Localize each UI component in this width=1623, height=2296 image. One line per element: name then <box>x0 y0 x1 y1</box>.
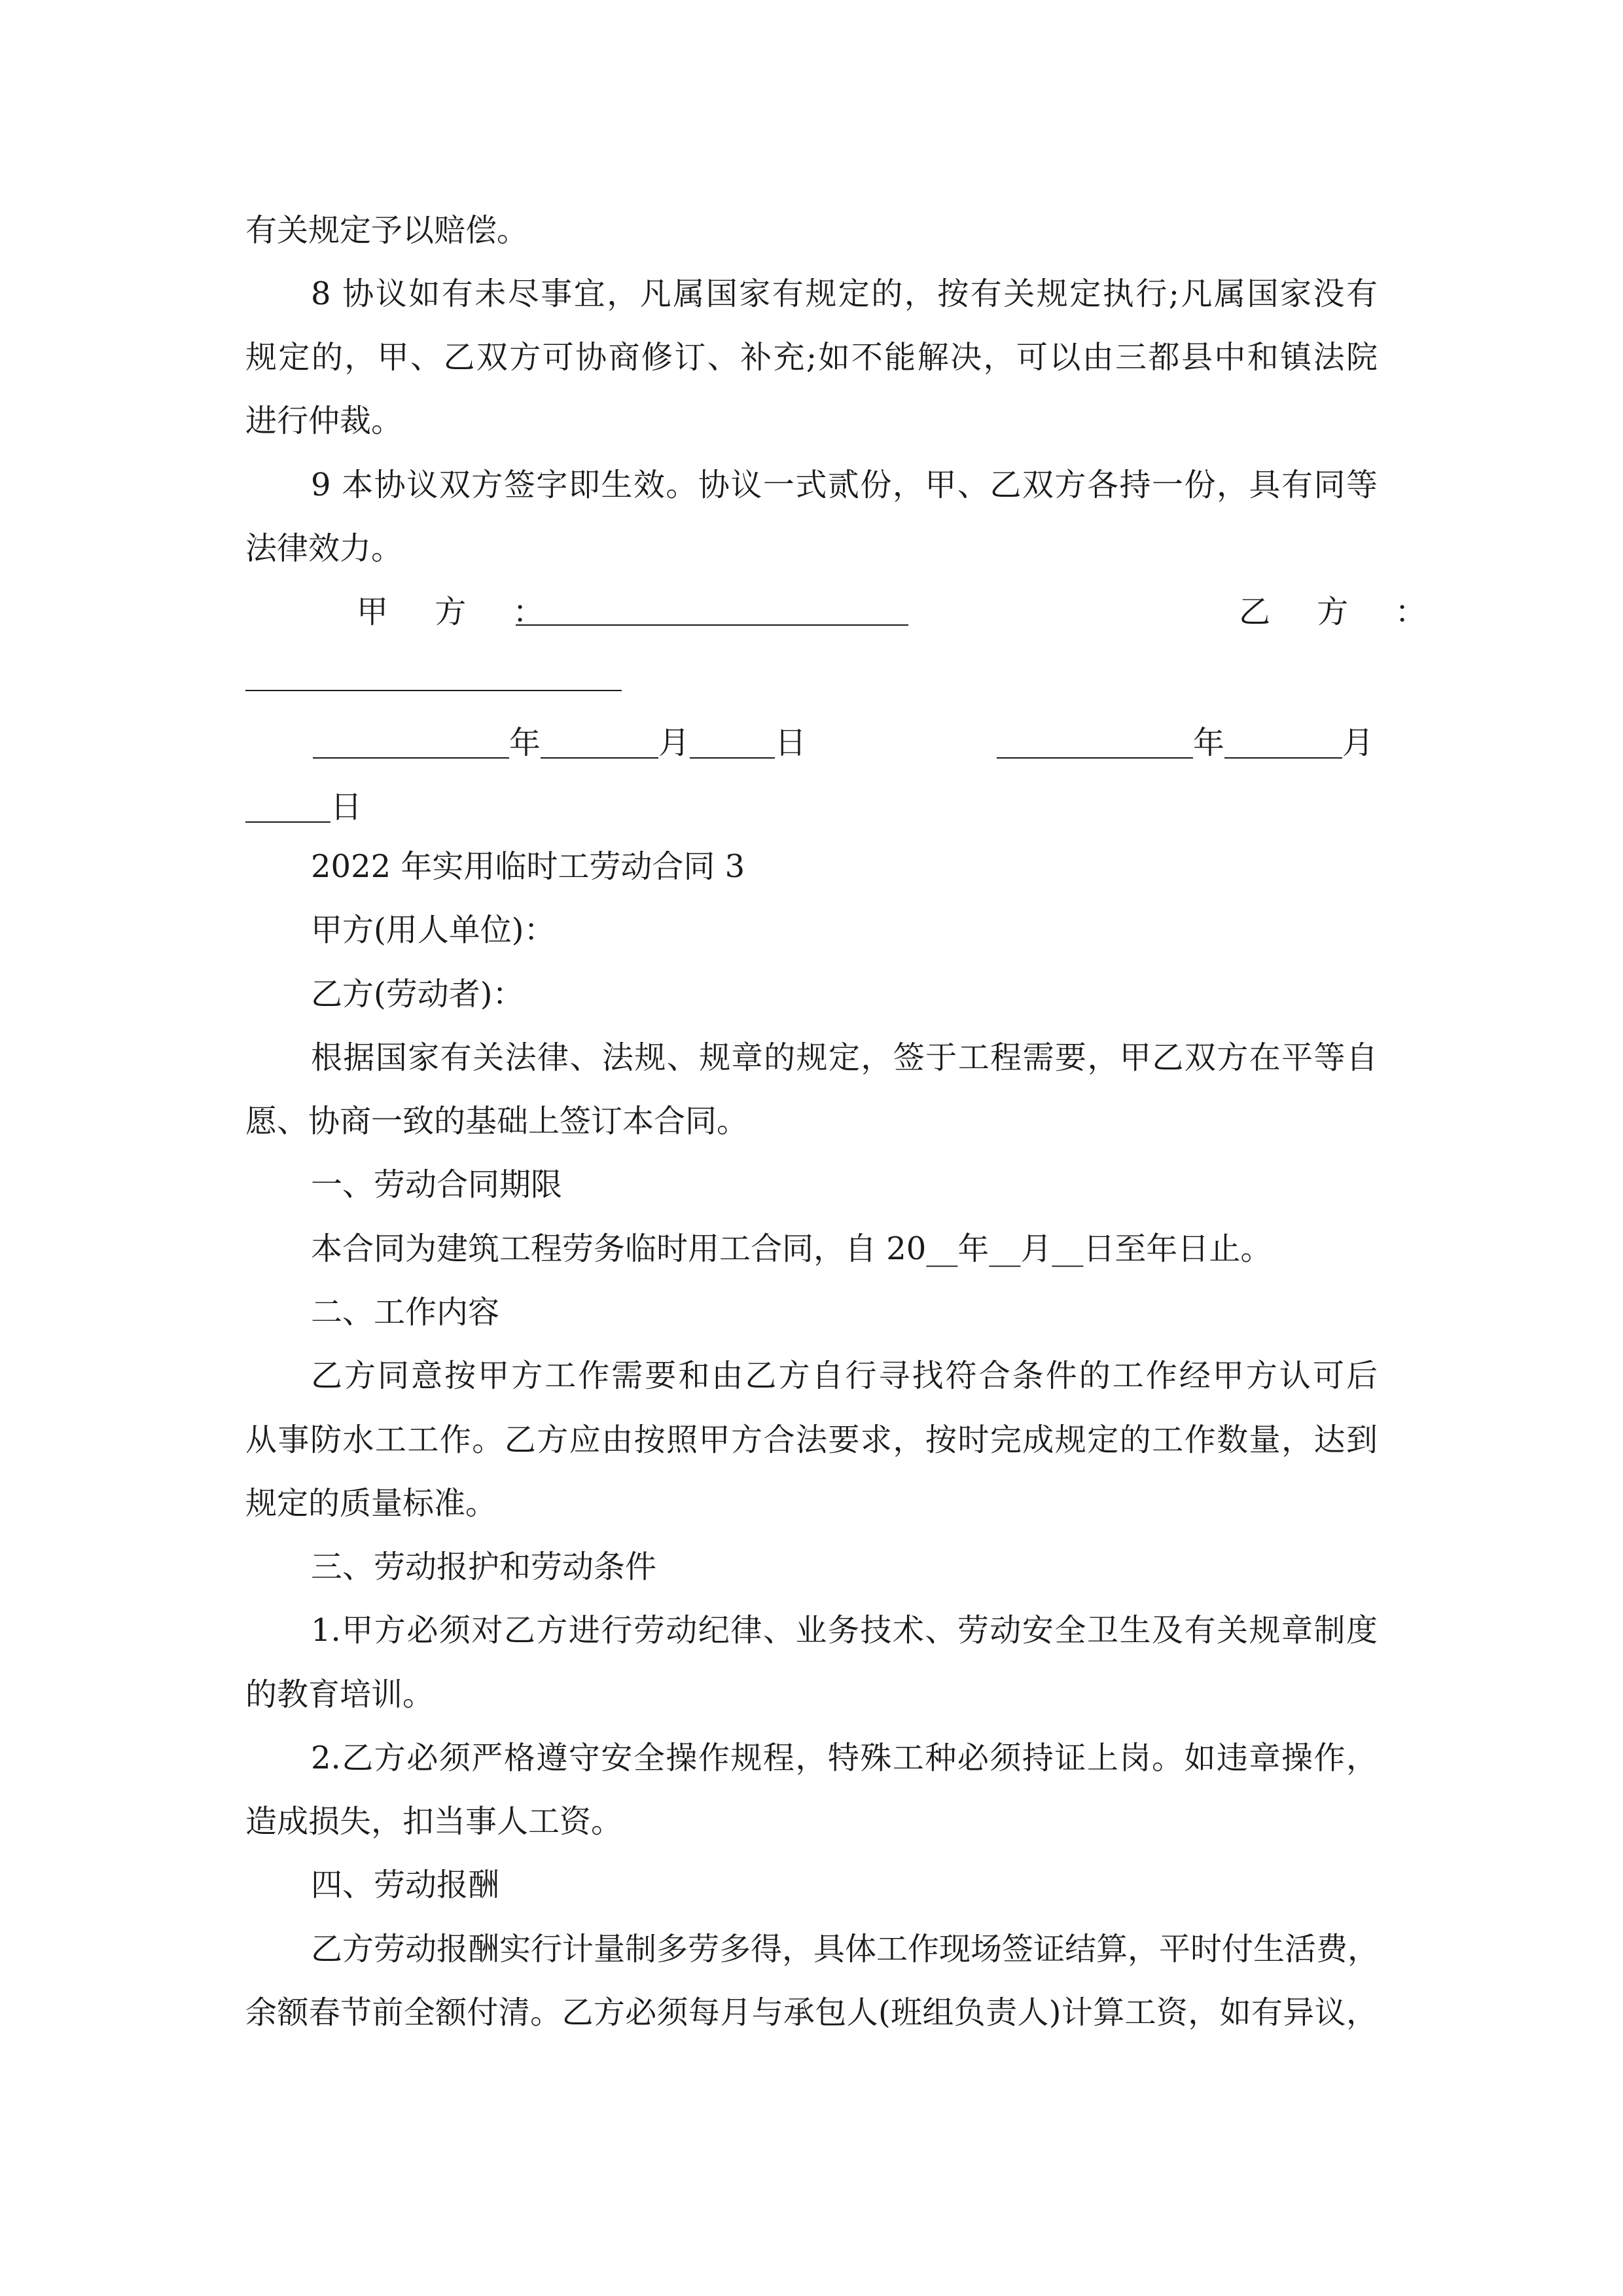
text-line: 8 协议如有未尽事宜，凡属国家有规定的，按有关规定执行;凡属国家没有 <box>311 276 1378 312</box>
text-line: 规定的质量标准。 <box>245 1485 497 1522</box>
text-line: 1.甲方必须对乙方进行劳动纪律、业务技术、劳动安全卫生及有关规章制度 <box>311 1612 1378 1649</box>
text-line: 9 本协议双方签字即生效。协议一式贰份，甲、乙双方各持一份，具有同等 <box>311 467 1378 503</box>
year-label: 年 <box>509 725 541 761</box>
month-label: 月 <box>658 725 690 761</box>
text-line: 从事防水工工作。乙方应由按照甲方合法要求，按时完成规定的工作数量，达到 <box>245 1422 1378 1458</box>
party-a-signature-label: 甲 方 ： <box>357 594 563 630</box>
text-line: 进行仲裁。 <box>245 403 403 439</box>
party-b-signature-label: 乙 方 ： <box>1239 594 1445 630</box>
day-blank <box>245 787 330 823</box>
party-b-date <box>997 723 1374 759</box>
party-b-signature-line <box>245 690 622 691</box>
year-blank <box>997 723 1193 759</box>
text-line: 法律效力。 <box>245 530 403 567</box>
section-heading: 二、工作内容 <box>311 1294 500 1331</box>
year-blank <box>313 723 509 759</box>
day-blank <box>690 723 775 759</box>
year-label: 年 <box>1193 725 1225 761</box>
text-line: 余额春节前全额付清。乙方必须每月与承包人(班组负责人)计算工资，如有异议， <box>245 1994 1378 2031</box>
section-heading: 三、劳动报护和劳动条件 <box>311 1549 657 1585</box>
text-line: 乙方劳动报酬实行计量制多劳多得，具体工作现场签证结算，平时付生活费， <box>311 1931 1380 1967</box>
text-line: 2.乙方必须严格遵守安全操作规程，特殊工种必须持证上岗。如违章操作， <box>311 1740 1378 1776</box>
text-line: 规定的，甲、乙双方可协商修订、补充;如不能解决，可以由三都县中和镇法院 <box>245 339 1378 376</box>
text-line: 有关规定予以赔偿。 <box>245 212 529 249</box>
contract-title: 2022 年实用临时工劳动合同 3 <box>311 848 745 885</box>
section-heading: 四、劳动报酬 <box>311 1867 500 1903</box>
day-label: 日 <box>775 725 807 761</box>
day-label: 日 <box>330 789 363 825</box>
text-line: 根据国家有关法律、法规、规章的规定，签于工程需要，甲乙双方在平等自 <box>311 1039 1378 1076</box>
text-line: 的教育培训。 <box>245 1676 435 1713</box>
text-line: 本合同为建筑工程劳务临时用工合同，自 20__年__月__日至年日止。 <box>311 1230 1272 1267</box>
party-b-line: 乙方(劳动者)： <box>311 976 524 1013</box>
month-label: 月 <box>1342 725 1374 761</box>
text-line: 愿、协商一致的基础上签订本合同。 <box>245 1103 749 1139</box>
text-line: 乙方同意按甲方工作需要和由乙方自行寻找符合条件的工作经甲方认可后 <box>311 1357 1378 1394</box>
section-heading: 一、劳动合同期限 <box>311 1166 563 1203</box>
party-a-line: 甲方(用人单位)： <box>311 912 556 948</box>
month-blank <box>1224 723 1342 759</box>
month-blank <box>541 723 658 759</box>
party-a-date <box>313 723 806 759</box>
party-a-signature-line <box>516 624 908 626</box>
text-line: 造成损失，扣当事人工资。 <box>245 1803 623 1840</box>
party-b-date-day <box>245 787 362 823</box>
